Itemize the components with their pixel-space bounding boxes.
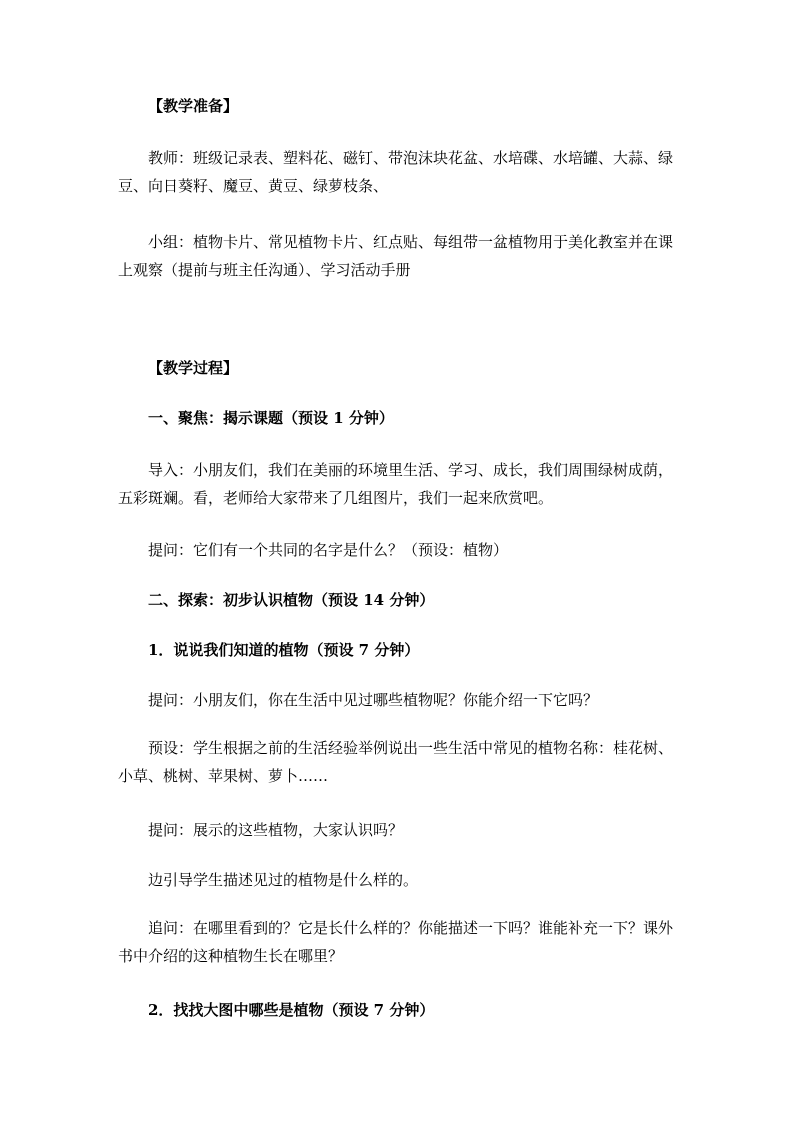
intro-paragraph: 导入：小朋友们，我们在美丽的环境里生活、学习、成长，我们周围绿树成荫，五彩斑斓。看，老师给大家带来了几组图片，我们一起来欣赏吧。: [118, 461, 674, 507]
question1-paragraph: 提问：它们有一个共同的名字是什么？（预设：植物）: [148, 541, 509, 559]
group-materials-paragraph: 小组：植物卡片、常见植物卡片、红点贴、每组带一盆植物用于美化教室并在课上观察（提前与班主任沟通）、学习活动手册: [118, 233, 674, 279]
question3-paragraph: 提问：展示的这些植物，大家认识吗？: [148, 821, 404, 839]
prep-heading: 【教学准备】: [148, 97, 239, 115]
preset-paragraph: 预设：学生根据之前的生活经验举例说出一些生活中常见的植物名称：桂花树、小草、桃树、苹果树、萝卜……: [118, 739, 674, 785]
step1-heading: 一、聚焦：揭示课题（预设 1 分钟）: [148, 409, 394, 427]
question2-paragraph: 提问：小朋友们，你在生活中见过哪些植物呢？你能介绍一下它吗？: [148, 691, 599, 709]
process-heading: 【教学过程】: [148, 359, 239, 377]
teacher-materials-paragraph: 教师：班级记录表、塑料花、磁钉、带泡沫块花盆、水培碟、水培罐、大蒜、绿豆、向日葵籽、魔豆、黄豆、绿萝枝条、: [118, 149, 674, 195]
followup-paragraph: 追问：在哪里看到的？它是长什么样的？你能描述一下吗？谁能补充一下？课外书中介绍的这种植物生长在哪里？: [118, 919, 674, 965]
step2-heading: 二、探索：初步认识植物（预设 14 分钟）: [148, 591, 435, 609]
guide-paragraph: 边引导学生描述见过的植物是什么样的。: [148, 871, 419, 889]
sub2-heading: 2．找找大图中哪些是植物（预设 7 分钟）: [148, 1001, 435, 1019]
sub1-heading: 1．说说我们知道的植物（预设 7 分钟）: [148, 641, 420, 659]
